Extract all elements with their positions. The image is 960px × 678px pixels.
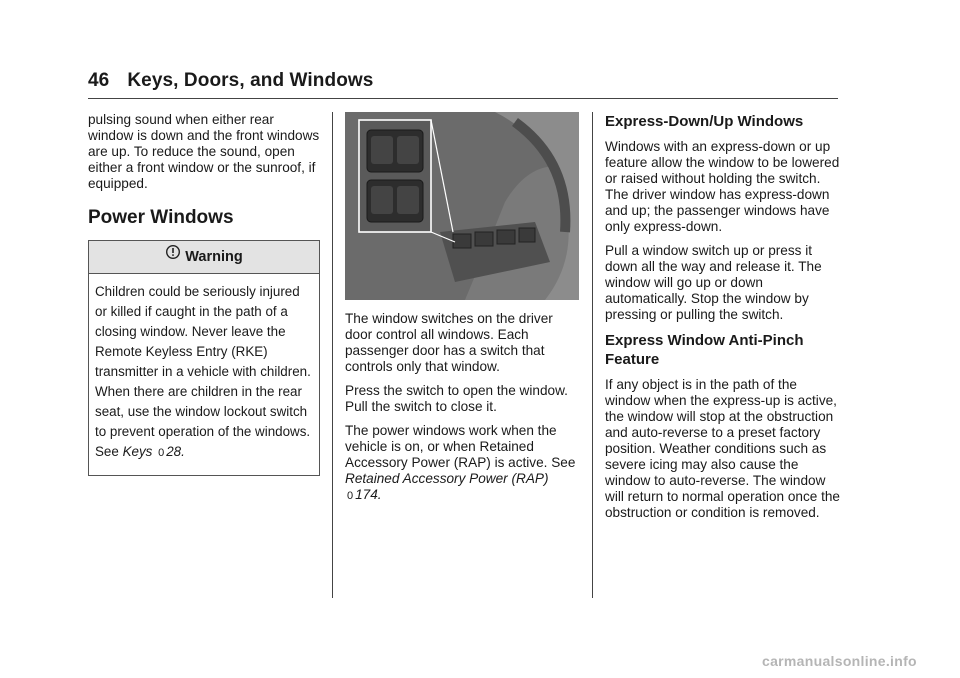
- column-2: [345, 311, 580, 512]
- warning-header: [89, 241, 319, 274]
- express-feature-paragraph: Windows with an express-down or up feature allow the window to be lowered or raised without holding the switch. The driver window has express-down and up; the passenger windows have only express-down.: [605, 139, 840, 234]
- page-ref-symbol: 0: [158, 447, 165, 459]
- anti-pinch-heading: Express Window Anti-Pinch Feature: [605, 332, 804, 368]
- express-down-up-heading: Express-Down/Up Windows: [605, 113, 804, 130]
- window-switch-photo: [345, 112, 579, 300]
- intro-paragraph: pulsing sound when either rear window is down and the front windows are up. To reduce the sound, open either a front window or the sunroof, if equipped.: [88, 112, 320, 191]
- rap-text: The power windows work when the vehicle is on, or when Retained Accessory Power (RAP) is active. See: [345, 423, 576, 470]
- page-number: 46: [88, 70, 110, 91]
- warning-icon: [165, 239, 181, 271]
- power-windows-heading: Power Windows: [88, 207, 234, 228]
- warning-body: [89, 274, 319, 475]
- express-operation-paragraph: Pull a window switch up or press it down all the way and release it. The window will go up or down automatically. Stop the window by pressing or pulling the switch.: [605, 243, 822, 322]
- warning-title: Warning: [185, 249, 243, 265]
- page-ref-symbol: 0: [347, 490, 354, 502]
- switch-description-paragraph: The window switches on the driver door control all windows. Each passenger door has a switch that controls only that window.: [345, 311, 553, 374]
- warning-text: Children could be seriously injured or killed if caught in the path of a closing window. Never leave the Remote Keyless Entry (RKE) transmitter in a vehicle with children. When there are children in the rear seat, use the window lockout switch to prevent operation of the windows. See: [95, 284, 311, 459]
- page-header: [88, 70, 373, 92]
- column-divider-1: [332, 112, 333, 598]
- anti-pinch-paragraph: If any object is in the path of the window when the express-up is active, the window will stop at the obstruction and auto-reverse to a preset factory position. Weather conditions such as severe icing may also cause the window to auto-reverse. The window will return to normal operation once the obstruction or condition is removed.: [605, 377, 840, 520]
- rap-reference-link[interactable]: Retained Accessory Power (RAP): [345, 471, 549, 486]
- rap-page-number: 174.: [355, 487, 382, 502]
- column-divider-2: [592, 112, 593, 598]
- rap-paragraph: [345, 423, 580, 504]
- warning-box: [88, 240, 320, 476]
- watermark: carmanualsonline.info: [762, 653, 917, 669]
- column-1: [88, 112, 320, 476]
- keys-page-number: 28.: [166, 444, 185, 459]
- keys-reference-link[interactable]: Keys: [122, 444, 153, 459]
- column-3: [605, 112, 840, 529]
- switch-operation-paragraph: Press the switch to open the window. Pull the switch to close it.: [345, 383, 568, 414]
- section-title: Keys, Doors, and Windows: [127, 70, 374, 91]
- header-rule: [88, 98, 838, 99]
